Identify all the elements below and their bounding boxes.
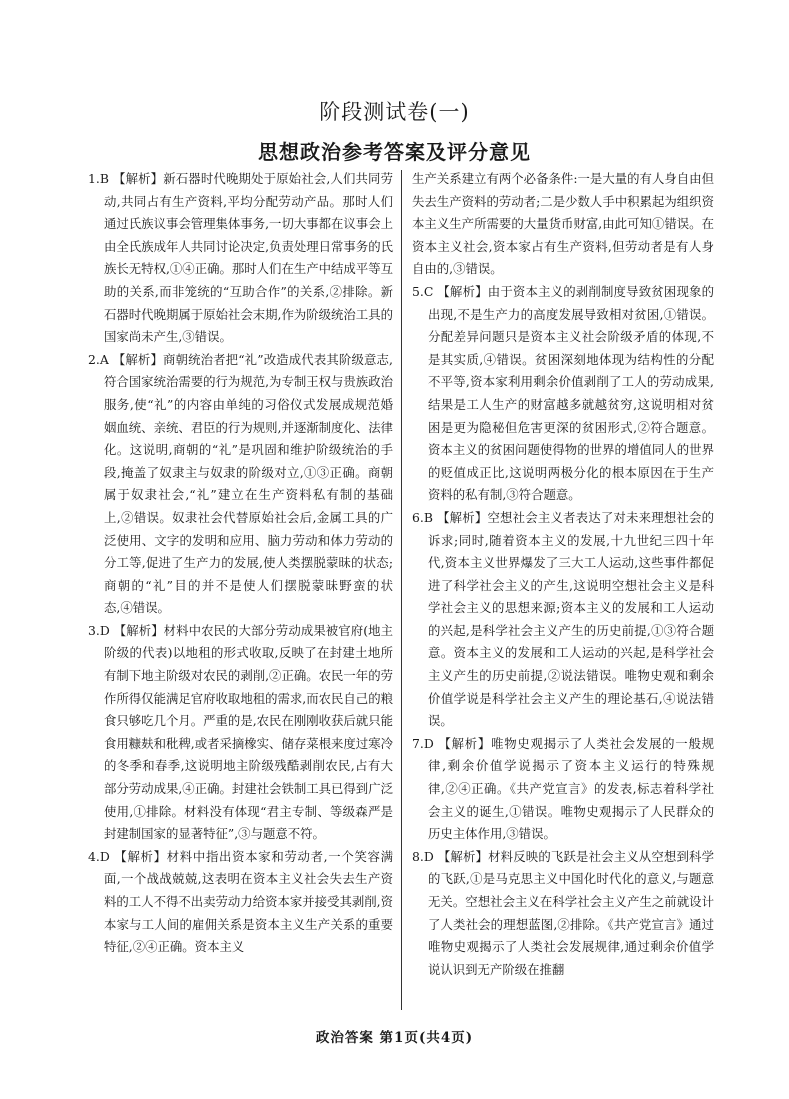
answer-2: 2.A 【解析】商朝统治者把“礼”改造成代表其阶级意志,符合国家统治需要的行为规范,为专制王权与贵族政治服务,使“礼”的内容由单纯的习俗仪式发展成规范婚姻血统、亲统、君臣的行为规则,并逐渐制度化、法律化。这说明,商朝的“礼”是巩固和维护阶级统治的手段,掩盖了奴隶主与奴隶的阶级对立,①③正确。商朝属于奴隶社会,“礼”建立在生产资料私有制的基础上,②错误。奴隶社会代替原始社会后,金属工具的广泛使用、文字的发明和应用、脑力劳动和体力劳动的分工等,促进了生产力的发展,使人类摆脱蒙昧的状态;商朝的“礼”目的并不是使人们摆脱蒙昧野蛮的状态,④错误。 bbox=[88, 351, 393, 616]
page-subtitle: 思想政治参考答案及评分意见 bbox=[258, 140, 531, 164]
right-column bbox=[412, 168, 714, 981]
page-title: 阶段测试卷(一) bbox=[319, 100, 470, 124]
column-divider bbox=[401, 170, 402, 1010]
answer-1: 1.B 【解析】新石器时代晚期处于原始社会,人们共同劳动,共同占有生产资料,平均分配劳动产品。那时人们通过氏族议事会管理集体事务,一切大事都在议事会上由全氏族成年人共同讨论决定,负责处理日常事务的氏族长无特权,①④正确。那时人们在生产中结成平等互助的关系,而非笼统的“互助合作”的关系,②排除。新石器时代晚期属于原始社会末期,作为阶级统治工具的国家尚未产生,③错误。 bbox=[88, 171, 393, 345]
answer-3: 3.D 【解析】材料中农民的大部分劳动成果被官府(地主阶级的代表)以地租的形式收取,反映了在封建土地所有制下地主阶级对农民的剥削,②正确。农民一年的劳作所得仅能满足官府收取地租的需求,而农民自己的粮食只够吃几个月。严重的是,农民在刚刚收获后就只能食用糠麸和秕稗,或者采摘橡实、储存菜根来度过寒冷的冬季和春季,这说明地主阶级残酷剥削农民,占有大部分劳动成果,④正确。封建社会铁制工具已得到广泛使用,①排除。材料没有体现“君主专制、等级森严是封建制国家的显著特征”,③与题意不符。 bbox=[88, 622, 393, 842]
answer-4: 4.D 【解析】材料中指出资本家和劳动者,一个笑容满面,一个战战兢兢,这表明在资本主义社会失去生产资料的工人不得不出卖劳动力给资本家并接受其剥削,资本家与工人间的雇佣关系是资本主义生产关系的重要特征,②④正确。资本主义 bbox=[88, 848, 393, 955]
answer-6: 6.B 【解析】空想社会主义者表达了对未来理想社会的诉求;同时,随着资本主义的发展,十九世纪三四十年代,资本主义世界爆发了三大工人运动,这些事件都促进了科学社会主义的产生,这说明空想社会主义是科学社会主义的思想来源;资本主义的发展和工人运动的兴起,是科学社会主义产生的历史前提,①③符合题意。资本主义的发展和工人运动的兴起,是科学社会主义产生的历史前提,②说法错误。唯物史观和剩余价值学说是科学社会主义产生的理论基石,④说法错误。 bbox=[412, 509, 714, 729]
page-footer: 政治答案 第1页(共4页) bbox=[315, 1030, 474, 1046]
answer-4-continued: 生产关系建立有两个必备条件:一是大量的有人身自由但失去生产资料的劳动者;二是少数人手中积累起为组织资本主义生产所需要的大量货币财富,由此可知①错误。在资本主义社会,资本家占有生产资料,但劳动者是有人身自由的,③错误。 bbox=[412, 171, 714, 277]
answer-5: 5.C 【解析】由于资本主义的剥削制度导致贫困现象的出现,不是生产力的高度发展导致相对贫困,①错误。分配差异问题只是资本主义社会阶级矛盾的体现,不是其实质,④错误。贫困深刻地体现为结构性的分配不平等,资本家利用剩余价值剥削了工人的劳动成果,结果是工人生产的财富越多就越贫穷,这说明相对贫困是更为隐秘但危害更深的贫困形式,②符合题意。资本主义的贫困问题使得物的世界的增值同人的世界的贬值成正比,这说明两极分化的根本原因在于生产资料的私有制,③符合题意。 bbox=[412, 283, 714, 503]
left-column bbox=[88, 168, 393, 959]
answer-7: 7.D 【解析】唯物史观揭示了人类社会发展的一般规律,剩余价值学说揭示了资本主义运行的特殊规律,②④正确。《共产党宣言》的发表,标志着科学社会主义的诞生,①错误。唯物史观揭示了人民群众的历史主体作用,③错误。 bbox=[412, 735, 714, 842]
answer-8: 8.D 【解析】材料反映的飞跃是社会主义从空想到科学的飞跃,①是马克思主义中国化时代化的意义,与题意无关。空想社会主义在科学社会主义产生之前就设计了人类社会的理想蓝图,②排除。《共产党宣言》通过唯物史观揭示了人类社会发展规律,通过剩余价值学说认识到无产阶级在推翻 bbox=[412, 848, 714, 977]
